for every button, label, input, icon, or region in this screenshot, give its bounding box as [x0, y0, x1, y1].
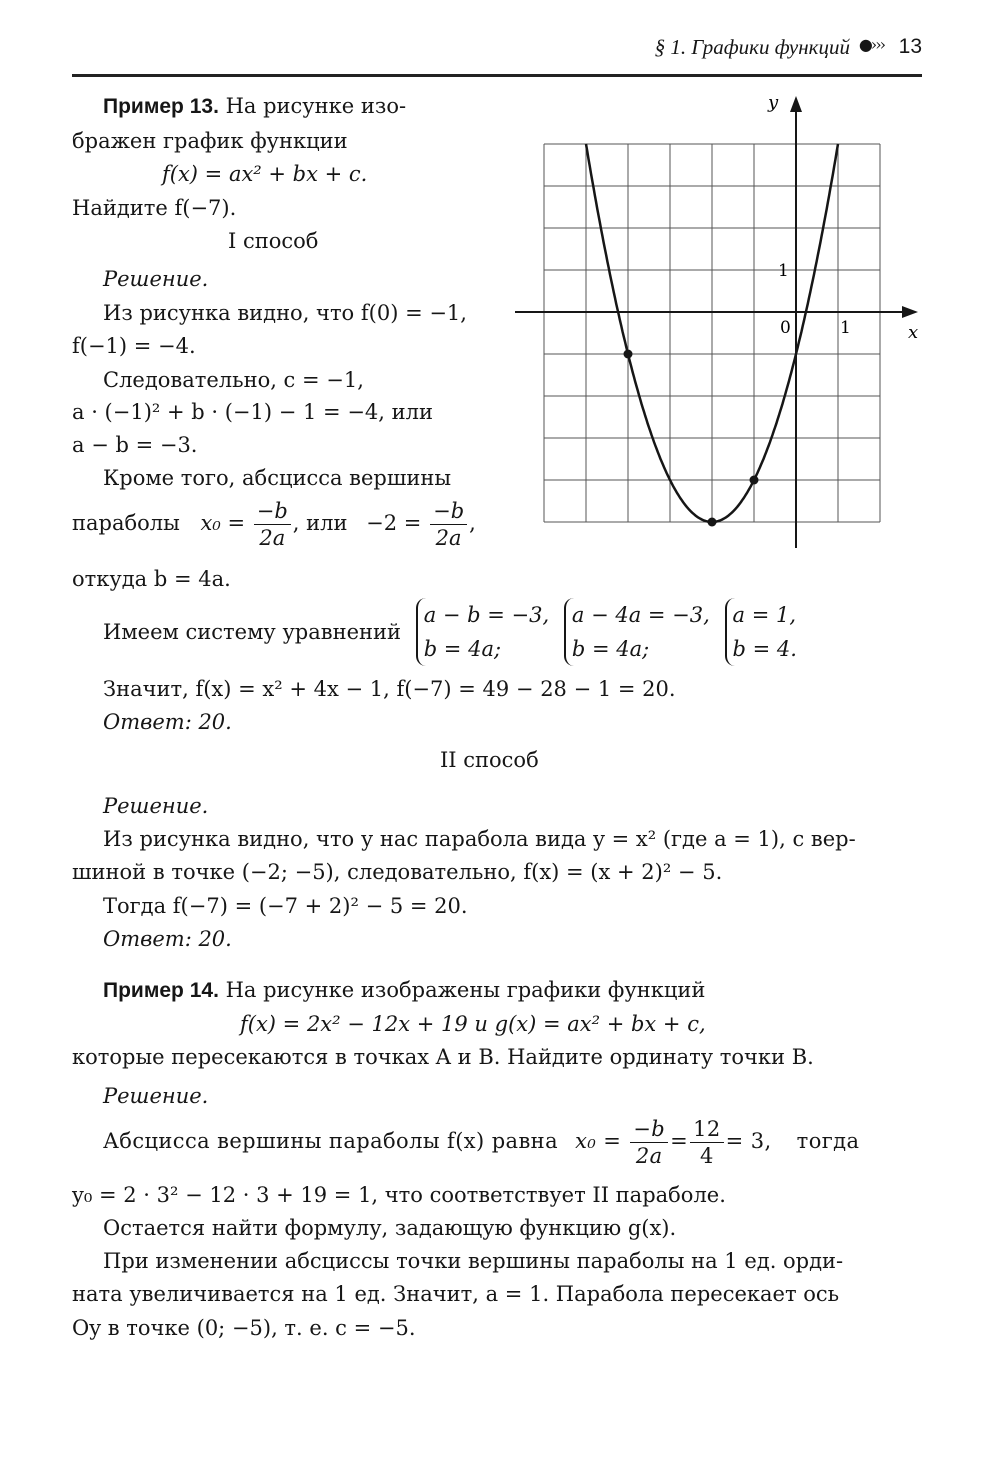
- result-line: Значит, f(x) = x² + 4x − 1, f(−7) = 49 − 28 − 1 = 20.: [103, 677, 676, 701]
- fraction: [254, 498, 291, 551]
- equals-3: = 3,: [725, 1129, 772, 1153]
- method2-line-3: Тогда f(−7) = (−7 + 2)² − 5 = 20.: [103, 894, 468, 918]
- page-number: 13: [898, 35, 922, 58]
- example14-line-5: ната увеличивается на 1 ед. Значит, a = 1. Парабола пересекает ось: [72, 1282, 840, 1306]
- example13-text1: На рисунке изо-: [225, 94, 407, 118]
- then-text: тогда: [796, 1129, 860, 1153]
- system-3: [725, 598, 797, 666]
- example14-line-4: При изменении абсциссы точки вершины параболы на 1 ед. орди-: [103, 1249, 844, 1273]
- solution-line-4: a · (−1)² + b · (−1) − 1 = −4, или: [72, 400, 433, 424]
- system-line: [103, 598, 797, 666]
- y-tick-label: 1: [778, 261, 789, 281]
- example14-text1: На рисунке изображены графики функций: [225, 978, 706, 1002]
- system-2: [564, 598, 710, 666]
- x-axis-arrow-icon: [902, 306, 918, 318]
- grid: [544, 144, 880, 522]
- example13-formula: f(x) = ax² + bx + c.: [162, 162, 368, 186]
- example14-label: Пример 14.: [103, 979, 219, 1002]
- system-label: Имеем систему уравнений: [103, 620, 401, 644]
- vertex-text: параболы: [72, 511, 180, 535]
- page-header: [72, 30, 922, 77]
- dots-icon: ●›››: [858, 35, 884, 54]
- x0-equals: x₀ =: [200, 511, 246, 535]
- solution-line-2: f(−1) = −4.: [72, 334, 196, 358]
- x0-equals: x₀ =: [575, 1129, 622, 1153]
- origin-label: 0: [780, 318, 791, 338]
- fraction-denominator: 2a: [435, 526, 462, 550]
- solution-line-7: [72, 498, 476, 551]
- example14-line-2: y₀ = 2 · 3² − 12 · 3 + 19 = 1, что соответствует II параболе.: [72, 1183, 726, 1207]
- solution3-heading: Решение.: [103, 1084, 209, 1108]
- solution2-heading: Решение.: [103, 794, 209, 818]
- solution-line-1: Из рисунка видно, что f(0) = −1,: [103, 301, 467, 325]
- example14-line-1: Абсцисса вершины параболы f(x) равна x₀ = $\frac{-b}{2a}$ = $\frac{12}{4}$ = 3, тогда: [103, 1117, 860, 1168]
- example14-line-3: Остается найти формулу, задающую функцию g(x).: [103, 1216, 677, 1240]
- fraction-denominator: 4: [700, 1144, 714, 1168]
- abscissa-text: Абсцисса вершины параболы f(x) равна: [103, 1129, 558, 1153]
- x-axis-label: x: [908, 322, 919, 343]
- example13-text2: бражен график функции: [72, 129, 348, 153]
- answer1: Ответ: 20.: [103, 710, 232, 734]
- minus2-equals: −2 =: [366, 511, 422, 535]
- example14-line-6: Oy в точке (0; −5), т. е. c = −5.: [72, 1316, 416, 1340]
- solution-line-3: Следовательно, c = −1,: [103, 368, 364, 392]
- method2-line-1: Из рисунка видно, что у нас парабола вида y = x² (где a = 1), с вер-: [103, 827, 856, 851]
- graph-point: [750, 476, 759, 485]
- fraction-denominator: 2a: [259, 526, 286, 550]
- example13-label: Пример 13.: [103, 95, 219, 118]
- method1-heading: I способ: [228, 229, 319, 253]
- method2-line-2: шиной в точке (−2; −5), следовательно, f(x) = (x + 2)² − 5.: [72, 860, 723, 884]
- graph-point: [708, 518, 717, 527]
- comma: ,: [469, 511, 476, 535]
- fraction: [690, 1116, 724, 1169]
- fraction-numerator: −b: [430, 498, 467, 525]
- system-2-eq1: a − 4a = −3,: [571, 603, 710, 627]
- solution-line-8: откуда b = 4a.: [72, 567, 231, 591]
- graph-point: [624, 350, 633, 359]
- fraction-numerator: −b: [254, 498, 291, 525]
- fraction-denominator: 2a: [635, 1144, 663, 1168]
- solution1-heading: Решение.: [103, 267, 209, 291]
- parabola-graph: [510, 88, 930, 558]
- x-tick-label: 1: [840, 318, 851, 338]
- solution-line-6: Кроме того, абсцисса вершины: [103, 466, 452, 490]
- system-1-eq1: a − b = −3,: [423, 603, 550, 627]
- system-2-eq2: b = 4a;: [571, 637, 650, 661]
- method2-heading: II способ: [440, 748, 539, 772]
- system-3-eq1: a = 1,: [732, 603, 797, 627]
- fraction-numerator: 12: [690, 1116, 724, 1143]
- example13-line1: [103, 92, 406, 121]
- example14-line1: [103, 976, 705, 1005]
- or-text: , или: [292, 511, 348, 535]
- fraction: [630, 1116, 668, 1169]
- example14-text2: которые пересекаются в точках A и B. Найдите ординату точки B.: [72, 1045, 814, 1069]
- system-1-eq2: b = 4a;: [423, 637, 502, 661]
- answer2: Ответ: 20.: [103, 927, 232, 951]
- solution-line-5: a − b = −3.: [72, 433, 198, 457]
- system-1: [416, 598, 550, 666]
- example13-task: Найдите f(−7).: [72, 196, 237, 220]
- example14-formula: f(x) = 2x² − 12x + 19 и g(x) = ax² + bx + c,: [240, 1012, 706, 1036]
- fraction-numerator: −b: [630, 1116, 668, 1143]
- y-axis-arrow-icon: [790, 96, 802, 112]
- system-3-eq2: b = 4.: [732, 637, 797, 661]
- section-title: § 1. Графики функций: [654, 35, 850, 59]
- fraction: [430, 498, 467, 551]
- y-axis-label: y: [768, 92, 779, 113]
